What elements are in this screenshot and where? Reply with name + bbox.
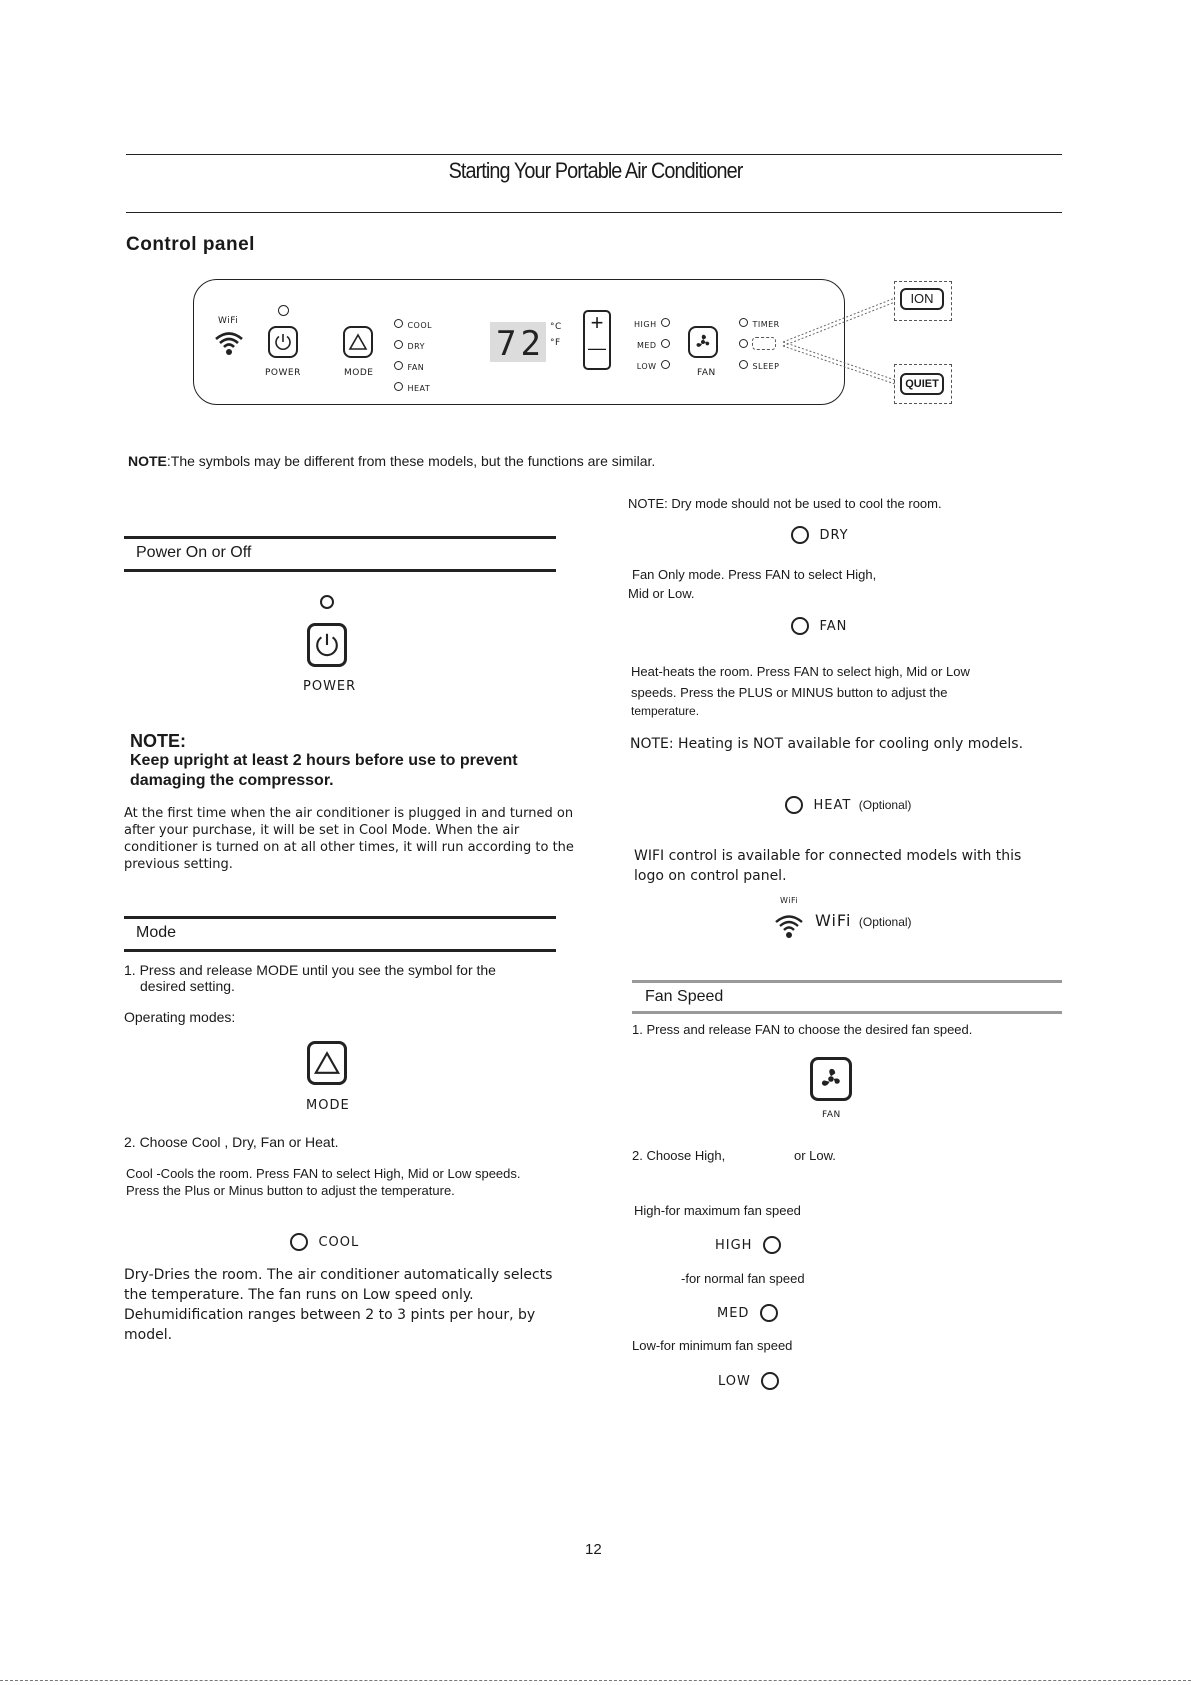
power-indicator-led bbox=[278, 305, 289, 316]
ion-button[interactable]: ION bbox=[900, 288, 944, 310]
fan-speed-section-heading: Fan Speed bbox=[632, 980, 1062, 1014]
minus-button[interactable]: — bbox=[588, 338, 606, 358]
mode-button[interactable] bbox=[343, 326, 373, 358]
cool-indicator: COOL bbox=[290, 1233, 359, 1251]
panel-power-label: POWER bbox=[265, 368, 301, 378]
mode-section-heading: Mode bbox=[124, 916, 556, 952]
power-section-heading: Power On or Off bbox=[124, 536, 556, 572]
low-indicator: LOW bbox=[718, 1372, 779, 1390]
heat-text-2: speeds. Press the PLUS or MINUS button to adjust the bbox=[631, 685, 948, 700]
callout-lines bbox=[780, 280, 900, 400]
fan-only-text-2: Mid or Low. bbox=[628, 586, 695, 601]
power-button[interactable] bbox=[268, 326, 298, 358]
med-text: -for normal fan speed bbox=[681, 1271, 805, 1286]
panel-mode-label: MODE bbox=[344, 368, 374, 378]
temperature-display bbox=[490, 322, 546, 362]
mode-led-heat: HEAT bbox=[394, 378, 432, 399]
mode-label-large: MODE bbox=[306, 1098, 350, 1113]
mode-button-large bbox=[307, 1041, 347, 1085]
power-icon bbox=[313, 631, 341, 659]
high-indicator: HIGH bbox=[715, 1236, 781, 1254]
wifi-label-large: WiFi (Optional) bbox=[815, 911, 912, 930]
mode-led-cool: COOL bbox=[394, 315, 432, 336]
note-title: NOTE: bbox=[130, 731, 186, 751]
panel-mode-leds bbox=[394, 315, 432, 399]
temperature-adjust-buttons bbox=[583, 310, 611, 370]
med-indicator: MED bbox=[717, 1304, 778, 1322]
panel-speed-leds bbox=[634, 314, 670, 377]
wifi-small-label: WiFi bbox=[780, 896, 799, 905]
low-text: Low-for minimum fan speed bbox=[632, 1338, 793, 1353]
panel-timer-leds bbox=[739, 314, 780, 377]
header-bottom-rule bbox=[126, 212, 1062, 213]
dry-text: Dry-Dries the room. The air conditioner automatically selects the temperature. The fan runs on Low speed only. Dehumidification ranges between 2 to 3 pints per hour, by model. bbox=[124, 1267, 553, 1343]
page-number: 12 bbox=[585, 1541, 602, 1558]
wifi-text: WIFI control is available for connected models with this logo on control panel. bbox=[634, 848, 1022, 884]
unit-fahrenheit: °F bbox=[550, 338, 561, 348]
heat-note: NOTE: Heating is NOT available for cooling only models. bbox=[630, 736, 1024, 752]
power-icon bbox=[273, 332, 293, 352]
cool-text: Cool -Cools the room. Press FAN to select High, Mid or Low speeds. Press the Plus or Minus button to adjust the temperature. bbox=[126, 1166, 521, 1198]
footer-dashed-edge bbox=[0, 1680, 1191, 1681]
dry-note: NOTE: Dry mode should not be used to cool the room. bbox=[628, 496, 942, 511]
first-time-text: At the first time when the air conditioner is plugged in and turned on after your purchase, it will be set in Cool Mode. When the air conditioner is turned on at all other times, it will run according to the previous setting. bbox=[124, 806, 574, 872]
heat-text: Heat-heats the room. Press FAN to select high, Mid or Low bbox=[631, 664, 970, 679]
control-panel-diagram bbox=[193, 279, 845, 405]
mode-led-dry: DRY bbox=[394, 336, 432, 357]
operating-modes-label: Operating modes: bbox=[124, 1009, 236, 1025]
mode-step-1b: desired setting. bbox=[140, 978, 235, 994]
heat-indicator: HEAT (Optional) bbox=[785, 796, 911, 814]
ion-quiet-led bbox=[739, 335, 780, 356]
fan-only-text: Fan Only mode. Press FAN to select High, bbox=[632, 567, 877, 582]
mode-led-fan: FAN bbox=[394, 357, 432, 378]
fan-speed-step-2b: or Low. bbox=[794, 1148, 836, 1163]
triangle-icon bbox=[313, 1049, 341, 1077]
wifi-icon bbox=[214, 330, 244, 356]
symbols-note: NOTE:The symbols may be different from these models, but the functions are similar. bbox=[128, 453, 656, 469]
power-led-large bbox=[320, 595, 334, 609]
sleep-led: SLEEP bbox=[739, 356, 780, 377]
display-digits: 72 bbox=[496, 324, 545, 364]
speed-led-low: LOW bbox=[634, 356, 670, 377]
power-label-large: POWER bbox=[303, 679, 357, 694]
mode-step-2: 2. Choose Cool , Dry, Fan or Heat. bbox=[124, 1134, 339, 1150]
dry-indicator: DRY bbox=[791, 526, 849, 544]
speed-led-med: MED bbox=[634, 335, 670, 356]
fan-icon bbox=[817, 1065, 845, 1093]
plus-button[interactable]: + bbox=[590, 310, 604, 335]
mode-step-1: 1. Press and release MODE until you see the symbol for the bbox=[124, 962, 496, 978]
speed-led-high: HIGH bbox=[634, 314, 670, 335]
fan-indicator: FAN bbox=[791, 617, 847, 635]
fan-speed-step-2a: 2. Choose High, bbox=[632, 1148, 726, 1163]
fan-small-label: FAN bbox=[822, 1110, 841, 1120]
control-panel-heading: Control panel bbox=[126, 234, 255, 255]
wifi-icon bbox=[774, 912, 804, 940]
fan-button[interactable] bbox=[688, 326, 718, 358]
page-title: Starting Your Portable Air Conditioner bbox=[448, 158, 743, 183]
panel-wifi-label: WiFi bbox=[218, 316, 239, 326]
power-button-large bbox=[307, 623, 347, 667]
high-text: High-for maximum fan speed bbox=[634, 1203, 801, 1218]
panel-fan-label: FAN bbox=[697, 368, 716, 378]
header-top-rule bbox=[126, 154, 1062, 155]
fan-speed-step-1: 1. Press and release FAN to choose the desired fan speed. bbox=[632, 1022, 973, 1037]
quiet-button[interactable]: QUIET bbox=[900, 373, 944, 395]
heat-text-3: temperature. bbox=[631, 704, 700, 718]
triangle-icon bbox=[348, 332, 368, 352]
upright-warning: Keep upright at least 2 hours before use to prevent damaging the compressor. bbox=[130, 752, 518, 789]
unit-celsius: °C bbox=[550, 322, 562, 332]
fan-button-large bbox=[810, 1057, 852, 1101]
fan-icon bbox=[693, 332, 713, 352]
timer-led: TIMER bbox=[739, 314, 780, 335]
